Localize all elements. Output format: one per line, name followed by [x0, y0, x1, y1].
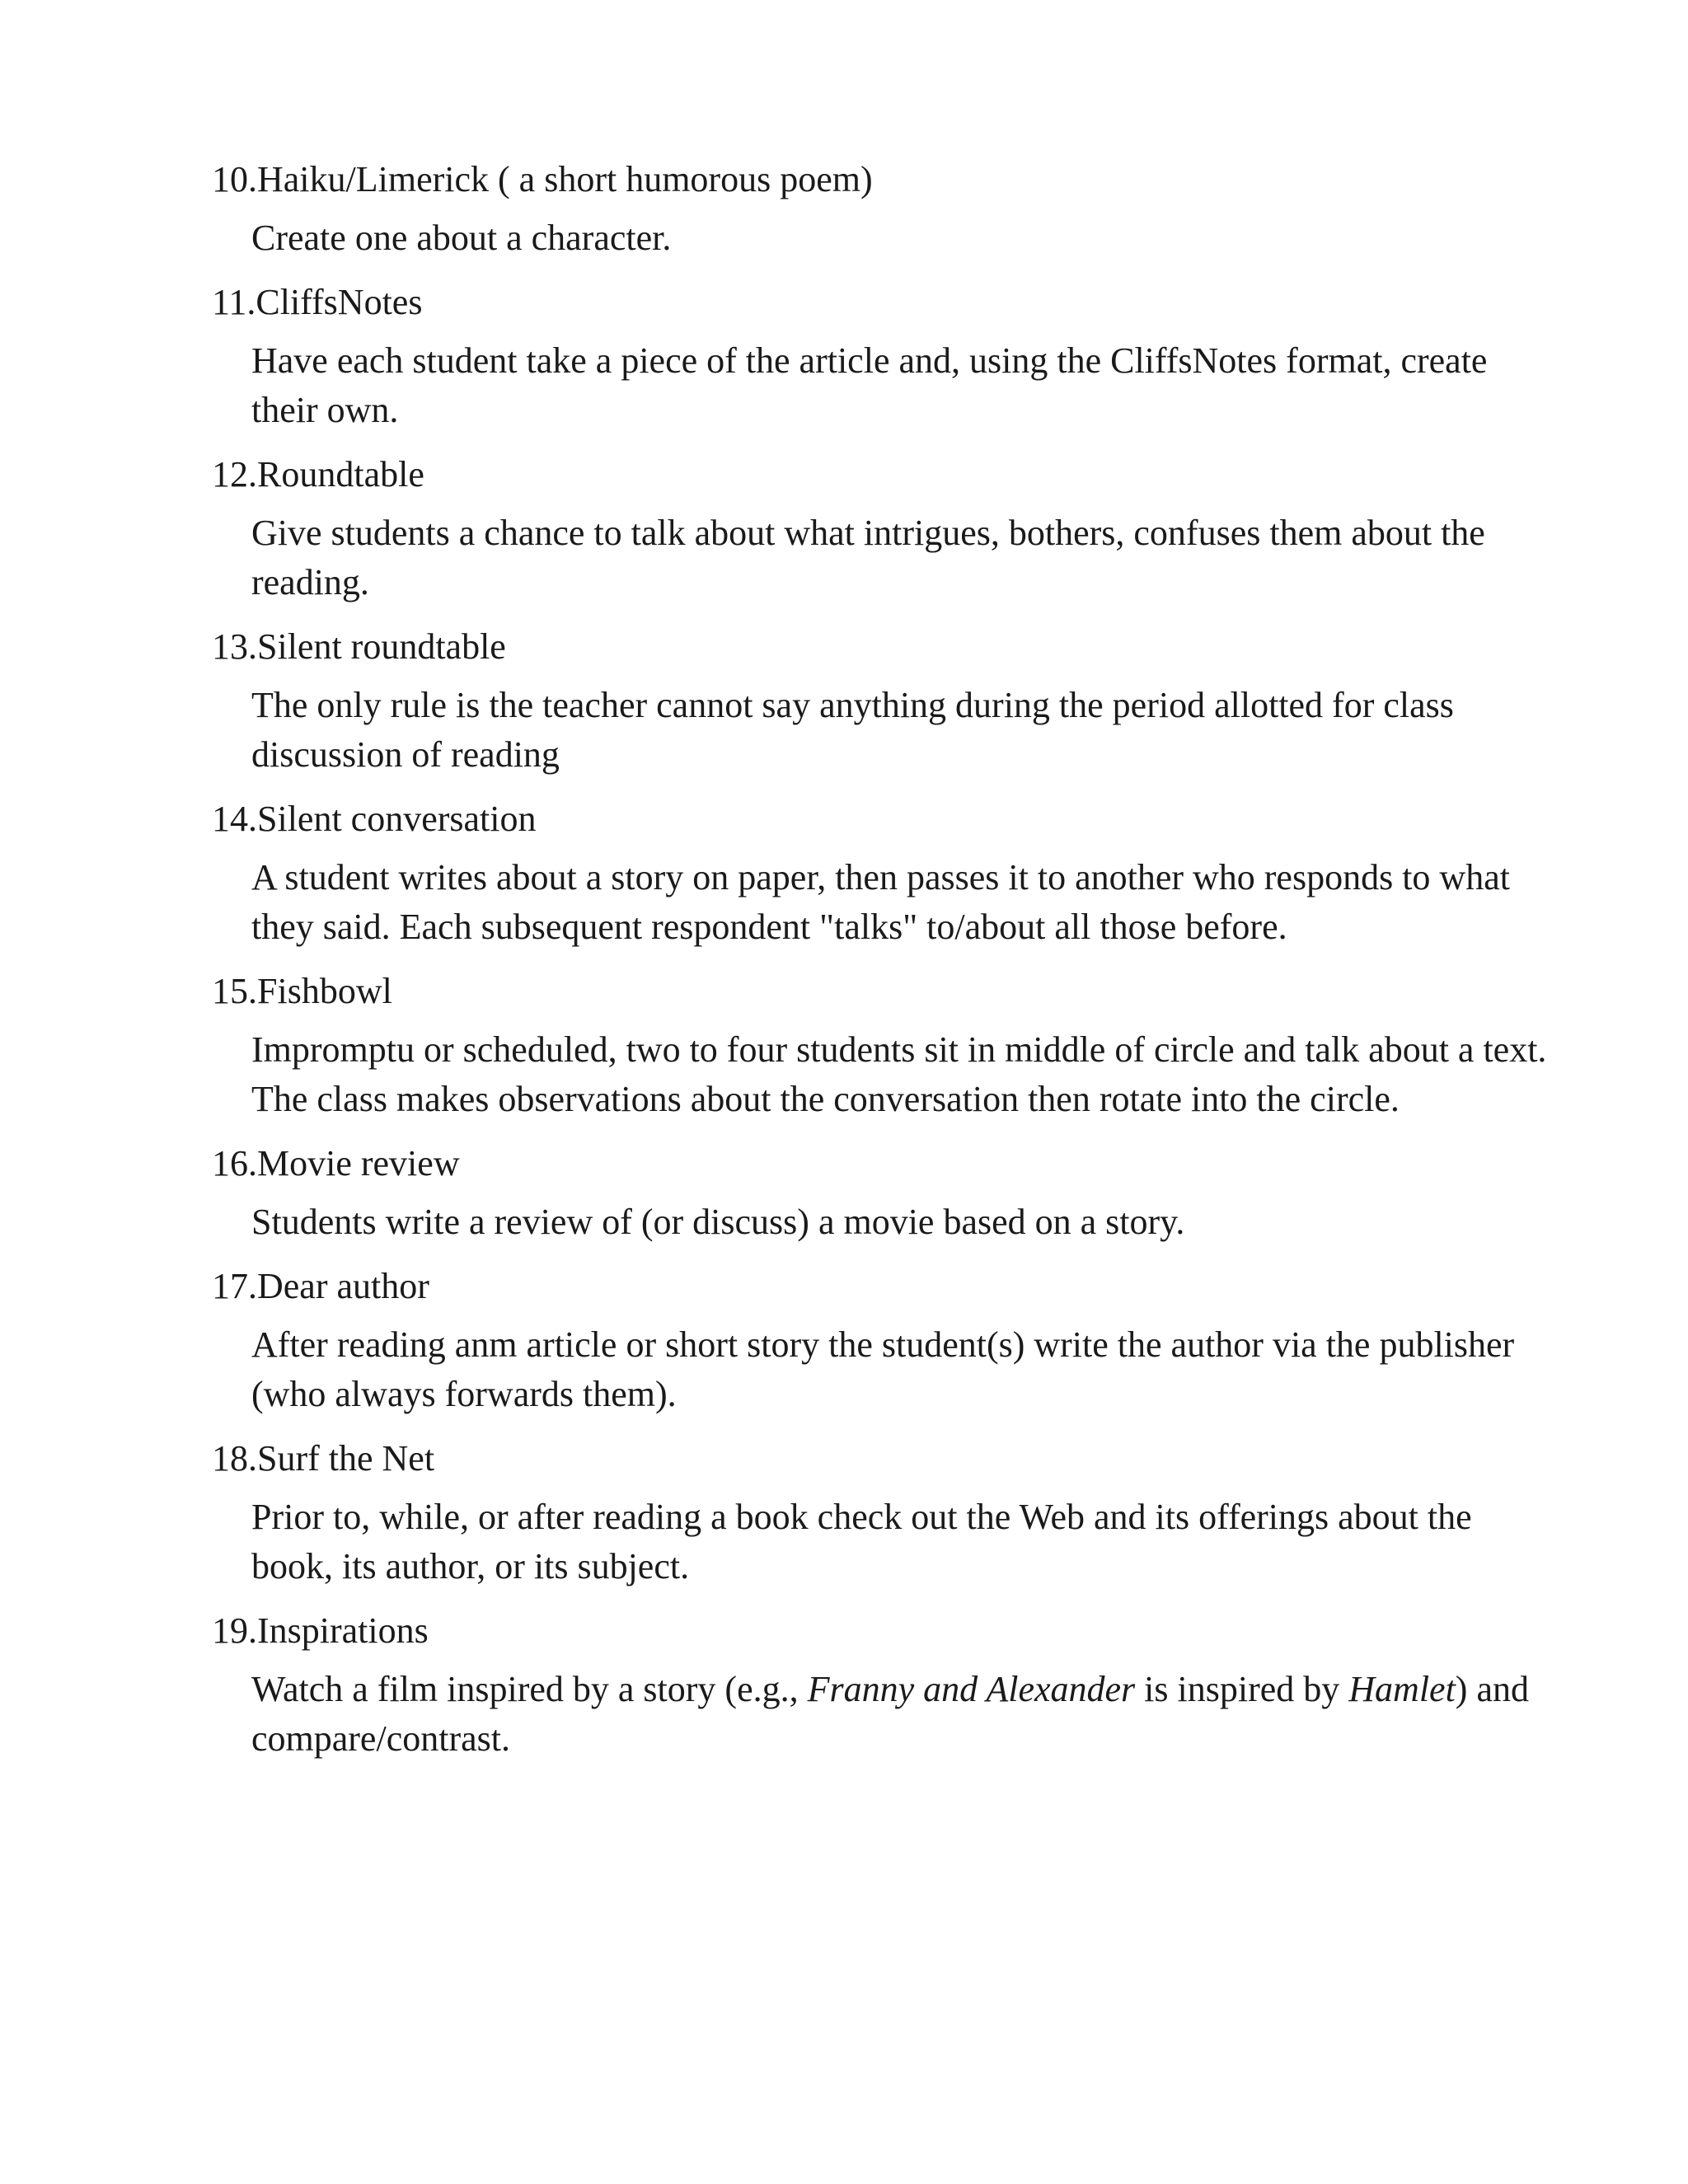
entry-title: Silent roundtable — [257, 626, 506, 667]
entry-heading — [212, 1430, 1547, 1488]
entry-description — [251, 509, 1547, 607]
activity-list — [212, 151, 1547, 1774]
entry-heading — [212, 1135, 1547, 1193]
entry-heading — [212, 446, 1547, 504]
list-item — [212, 446, 1547, 607]
entry-heading — [212, 1602, 1547, 1660]
description-text: A student writes about a story on paper, then passes it to another who responds to what they said. Each subsequent respondent "talks" to/about all those before. — [251, 857, 1510, 947]
entry-description — [251, 1320, 1547, 1419]
entry-title: Fishbowl — [257, 971, 392, 1011]
list-item — [212, 1135, 1547, 1247]
entry-description — [251, 336, 1547, 435]
description-text: Have each student take a piece of the article and, using the CliffsNotes format, create their own. — [251, 340, 1488, 430]
entry-description — [251, 1025, 1547, 1124]
entry-number: 10. — [212, 159, 257, 199]
entry-number: 14. — [212, 799, 257, 839]
entry-heading — [212, 963, 1547, 1020]
description-text: Watch a film inspired by a story (e.g., — [251, 1669, 808, 1709]
entry-heading — [212, 790, 1547, 848]
entry-title: Dear author — [257, 1266, 429, 1306]
description-text: Prior to, while, or after reading a book check out the Web and its offerings about the book, its author, or its subject. — [251, 1497, 1472, 1586]
entry-title: Silent conversation — [257, 799, 537, 839]
entry-description — [251, 213, 1547, 263]
entry-description — [251, 853, 1547, 952]
description-text: is inspired by — [1135, 1669, 1349, 1709]
entry-number: 12. — [212, 454, 257, 494]
entry-heading — [212, 151, 1547, 209]
description-text: Create one about a character. — [251, 218, 672, 258]
description-text: ) and compare/contrast. — [251, 1669, 1529, 1759]
entry-heading — [212, 1258, 1547, 1315]
entry-number: 11. — [212, 282, 256, 322]
list-item — [212, 790, 1547, 952]
list-item — [212, 1258, 1547, 1419]
entry-title: Roundtable — [257, 454, 424, 494]
entry-title: Movie review — [257, 1143, 460, 1183]
entry-number: 18. — [212, 1438, 257, 1479]
entry-number: 17. — [212, 1266, 257, 1306]
list-item — [212, 1430, 1547, 1591]
description-text: Give students a chance to talk about what intrigues, bothers, confuses them about the reading. — [251, 513, 1485, 602]
description-text: Impromptu or scheduled, two to four students sit in middle of circle and talk about a text. The class makes observations about the conversation then rotate into the circle. — [251, 1029, 1547, 1119]
list-item — [212, 963, 1547, 1124]
list-item — [212, 1602, 1547, 1764]
list-item — [212, 274, 1547, 435]
entry-description — [251, 681, 1547, 780]
list-item — [212, 618, 1547, 780]
entry-title: Inspirations — [257, 1610, 429, 1651]
entry-number: 19. — [212, 1610, 257, 1651]
entry-title: CliffsNotes — [256, 282, 423, 322]
entry-description — [251, 1493, 1547, 1591]
description-text: After reading anm article or short story the student(s) write the author via the publisher (who always forwards them). — [251, 1324, 1515, 1414]
list-item — [212, 151, 1547, 263]
entry-title: Surf the Net — [257, 1438, 435, 1479]
entry-number: 15. — [212, 971, 257, 1011]
description-text: Students write a review of (or discuss) a movie based on a story. — [251, 1202, 1185, 1242]
entry-number: 13. — [212, 626, 257, 667]
entry-description — [251, 1197, 1547, 1247]
description-text: The only rule is the teacher cannot say anything during the period allotted for class discussion of reading — [251, 685, 1454, 775]
entry-heading — [212, 274, 1547, 331]
entry-heading — [212, 618, 1547, 676]
italic-title-text: Hamlet — [1348, 1669, 1456, 1709]
entry-title: Haiku/Limerick ( a short humorous poem) — [257, 159, 873, 199]
entry-number: 16. — [212, 1143, 257, 1183]
italic-title-text: Franny and Alexander — [807, 1669, 1136, 1709]
entry-description — [251, 1665, 1547, 1764]
